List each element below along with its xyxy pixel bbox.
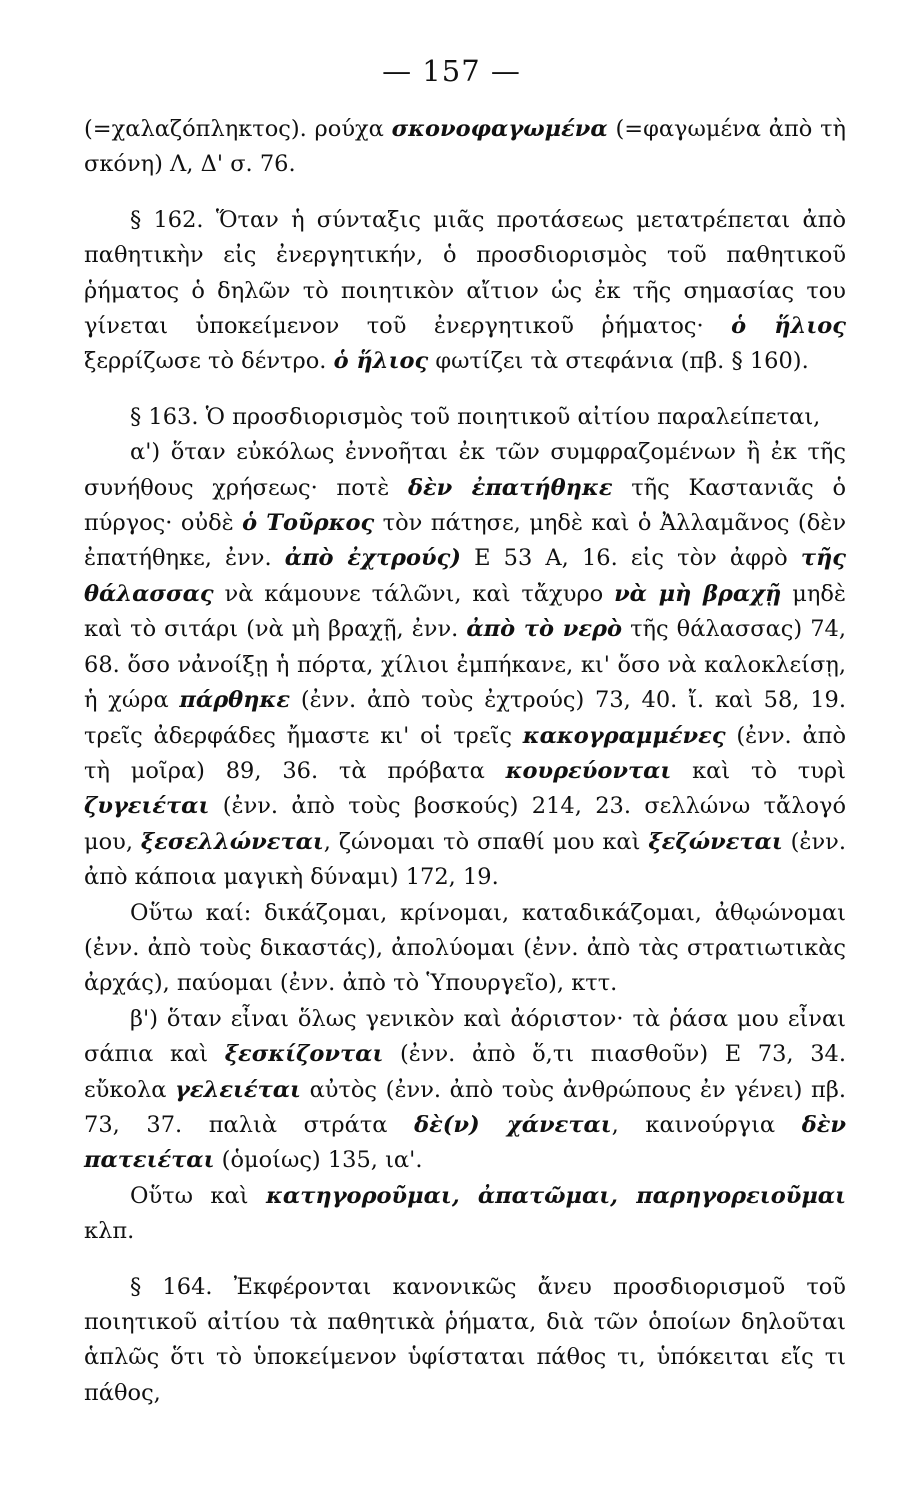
text-run: (ἐνν. ἀπὸ τὴ μοῖρα) 89, 36. τὰ πρόβατα: [84, 722, 846, 784]
emphasis-term: κατηγοροῦμαι, ἀπατῶμαι, παρηγορειοῦμαι: [266, 1182, 846, 1209]
paragraph-p4: [84, 435, 846, 895]
paragraph-p7: [84, 1179, 846, 1250]
text-run: , καινούργια: [611, 1111, 802, 1138]
text-run: Οὕτω καί: δικάζομαι, κρίνομαι, καταδικάζομαι, ἀθῳώνομαι (ἐνν. ἀπὸ τοὺς δικαστάς), ἀπολύομαι (ἐνν. ἀπὸ τὰς στρατιωτικὰς ἀρχάς), παύομαι (ἐνν. ἀπὸ τὸ Ὑπουργεῖο), κττ.: [84, 899, 846, 997]
emphasis-term: ξεζώνεται: [648, 828, 783, 855]
text-run: φωτίζει τὰ στεφάνια (πβ. § 160).: [428, 348, 809, 375]
text-run: αὐτὸς (ἐνν. ἀπὸ τοὺς ἀνθρώπους ἐν γένει) πβ. 73, 37. παλιὰ στράτα: [84, 1076, 846, 1138]
emphasis-term: πάρθηκε: [179, 687, 291, 714]
text-run: § 162. Ὅταν ἡ σύνταξις μιᾶς προτάσεως μετατρέπεται ἀπὸ παθητικὴν εἰς ἐνεργητικήν, ὁ προσδιορισμὸς τοῦ παθητικοῦ ῥήματος ὁ δηλῶν τὸ ποιητικὸν αἴτιον ὡς ἐκ τῆς σημασίας του γίνεται ὑποκείμενον τοῦ ἐνεργητικοῦ ῥήματος·: [84, 206, 846, 340]
paragraph-p5: [84, 896, 846, 1002]
emphasis-term: ξεσελλώνεται: [140, 828, 324, 855]
text-run: κλπ.: [84, 1218, 135, 1245]
text-run: τὸν πάτησε, μηδὲ καὶ ὁ Ἀλλαμᾶνος (δὲν ἐπατήθηκε, ἐνν.: [84, 510, 846, 572]
emphasis-term: σκονοφαγωμένα: [391, 116, 608, 142]
text-run: (ὁμοίως) 135, ια'.: [214, 1147, 423, 1174]
emphasis-term: νὰ μὴ βραχῇ: [614, 580, 782, 607]
text-run: , ζώνομαι τὸ σπαθί μου καὶ: [323, 828, 649, 855]
emphasis-term: ὁ ἥλιος: [731, 313, 846, 340]
emphasis-term: δὲν πατειέται: [84, 1111, 846, 1174]
text-run: β') ὅταν εἶναι ὅλως γενικὸν καὶ ἀόριστον· τὰ ῥάσα μου εἶναι σάπια καὶ: [84, 1005, 846, 1068]
emphasis-term: ἀπὸ τὸ νερὸ: [466, 616, 623, 643]
text-run: καὶ τὸ τυρὶ: [671, 757, 846, 784]
text-run: § 164. Ἐκφέρονται κανονικῶς ἄνευ προσδιορισμοῦ τοῦ ποιητικοῦ αἰτίου τὰ παθητικὰ ῥήματα, διὰ τῶν ὁποίων δηλοῦται ἁπλῶς ὅτι τὸ ὑποκείμενον ὑφίσταται πάθος τι, ὑπόκειται εἴς τι πάθος,: [84, 1273, 846, 1406]
emphasis-term: κακογραμμένες: [522, 722, 726, 749]
emphasis-term: δὲ(ν) χάνεται: [414, 1111, 612, 1138]
text-run: τῆς Καστανιᾶς ὁ πύργος· οὐδὲ: [84, 474, 846, 537]
text-run: (ἐνν. ἀπὸ τοὺς βοσκούς) 214, 23. σελλώνω τἄλογό μου,: [84, 793, 846, 855]
paragraph-p6: [84, 1002, 846, 1179]
emphasis-term: ἀπὸ ἐχτρούς): [284, 545, 461, 572]
text-run: (ἐνν. ἀπὸ κάποια μαγικὴ δύναμι) 172, 19.: [84, 828, 847, 891]
text-run: Ε 53 Α, 16. εἰς τὸν ἀφρὸ: [460, 545, 801, 572]
paragraph-p8: [84, 1270, 846, 1412]
emphasis-term: ζυγειέται: [84, 793, 210, 820]
text-run: (ἐνν. ἀπὸ ὅ,τι πιασθοῦν) Ε 73, 34. εὔκολα: [84, 1041, 846, 1103]
paragraph-p1: [84, 112, 846, 183]
page-body: [84, 112, 846, 1411]
text-run: (ἐνν. ἀπὸ τοὺς ἐχτρούς) 73, 40. ἴ. καὶ 58, 19. τρεῖς ἀδερφάδες ἤμαστε κι' οἱ τρεῖς: [84, 687, 846, 749]
text-run: § 163. Ὁ προσδιορισμὸς τοῦ ποιητικοῦ αἰτίου παραλείπεται,: [130, 403, 821, 430]
text-run: Οὕτω καὶ: [130, 1182, 267, 1209]
text-run: (=χαλαζόπληκτος). ρούχα: [84, 116, 392, 142]
emphasis-term: δὲν ἐπατήθηκε: [407, 474, 613, 501]
text-run: μηδὲ καὶ τὸ σιτάρι (νὰ μὴ βραχῇ, ἐνν.: [84, 580, 847, 643]
page-number: — 157 —: [382, 54, 521, 88]
text-run: τῆς θάλασσας) 74, 68. ὅσο νἀνοίξῃ ἡ πόρτα, χίλιοι ἐμπήκανε, κι' ὅσο νὰ καλοκλείσῃ, ἡ χώρα: [84, 616, 846, 714]
text-run: α') ὅταν εὐκόλως ἐννοῆται ἐκ τῶν συμφραζομένων ἢ ἐκ τῆς συνήθους χρήσεως· ποτὲ: [84, 439, 846, 501]
emphasis-term: γελειέται: [175, 1076, 301, 1103]
text-run: νὰ κάμουνε τάλῶνι, καὶ τἄχυρο: [213, 580, 615, 607]
emphasis-term: κουρεύονται: [505, 757, 672, 784]
text-run: (=φαγωμένα ἀπὸ τὴ σκόνη) Λ, Δ' σ. 76.: [84, 116, 846, 178]
paragraph-p2: [84, 203, 846, 380]
emphasis-term: ὁ Τοῦρκος: [242, 510, 375, 537]
emphasis-term: ὁ ἥλιος: [333, 348, 429, 375]
emphasis-term: τῆς θάλασσας: [84, 545, 847, 607]
paragraph-p3: [84, 400, 846, 435]
text-run: ξερρίζωσε τὸ δέντρο.: [84, 348, 334, 375]
emphasis-term: ξεσκίζονται: [224, 1041, 384, 1068]
